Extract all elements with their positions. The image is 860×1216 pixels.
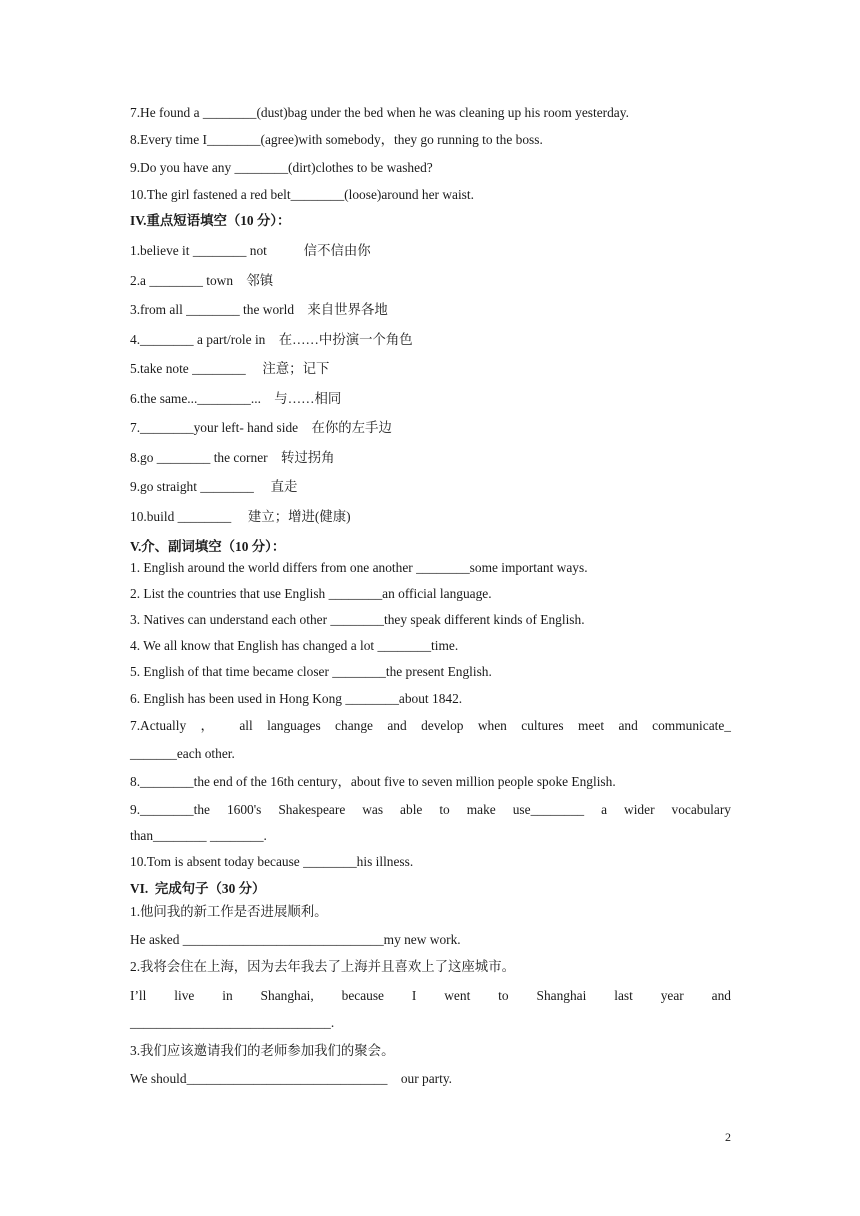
phrase-item: 8.go ________ the corner 转过拐角: [130, 450, 335, 465]
phrase-item: 3.from all ________ the world 来自世界各地: [130, 302, 388, 317]
phrase-item: 2.a ________ town 邻镇: [130, 273, 274, 288]
phrase-item: 7.________your left- hand side 在你的左手边: [130, 420, 392, 435]
preposition-item: 6. English has been used in Hong Kong ________about 1842.: [130, 691, 463, 706]
preposition-item: 4. We all know that English has changed a lot ________time.: [130, 638, 459, 653]
exercise-line: 9.Do you have any ________(dirt)clothes to be washed?: [130, 160, 433, 175]
sentence-chinese: 3.我们应该邀请我们的老师参加我们的聚会。: [130, 1043, 395, 1058]
preposition-item: 2. List the countries that use English ________an official language.: [130, 586, 492, 601]
preposition-item-cont: _______each other.: [130, 746, 235, 761]
sentence-english: I’ll live in Shanghai, because I went to Shanghai last year and: [130, 988, 731, 1003]
section-vi-heading: VI. 完成句子（30 分）: [130, 881, 266, 896]
sentence-english-cont: ______________________________.: [130, 1015, 335, 1030]
sentence-english: We should______________________________ our party.: [130, 1071, 453, 1086]
preposition-item: 9.________the 1600's Shakespeare was able to make use________ a wider vocabulary: [130, 802, 731, 817]
section-iv-heading: IV.重点短语填空（10 分）：: [130, 213, 291, 228]
phrase-item: 6.the same...________... 与……相同: [130, 391, 342, 406]
phrase-item: 9.go straight ________ 直走: [130, 479, 298, 494]
phrase-item: 1.believe it ________ not 信不信由你: [130, 243, 371, 258]
phrase-item: 10.build ________ 建立；增进(健康): [130, 509, 351, 524]
sentence-english: He asked ______________________________my new work.: [130, 932, 461, 947]
section-v-heading: V.介、副词填空（10 分）：: [130, 539, 286, 554]
phrase-item: 4.________ a part/role in 在……中扮演一个角色: [130, 332, 413, 347]
preposition-item: 1. English around the world differs from one another ________some important ways.: [130, 560, 588, 575]
preposition-item: 7.Actually ， all languages change and develop when cultures meet and communicate_: [130, 718, 731, 733]
exercise-line: 7.He found a ________(dust)bag under the bed when he was cleaning up his room yesterday.: [130, 105, 629, 120]
sentence-chinese: 2.我将会住在上海，因为去年我去了上海并且喜欢上了这座城市。: [130, 959, 515, 974]
phrase-item: 5.take note ________ 注意；记下: [130, 361, 330, 376]
preposition-item-cont: than________ ________.: [130, 828, 267, 843]
page-number: 2: [725, 1130, 731, 1144]
preposition-item: 10.Tom is absent today because ________his illness.: [130, 854, 414, 869]
preposition-item: 5. English of that time became closer ________the present English.: [130, 664, 492, 679]
preposition-item: 8.________the end of the 16th century，about five to seven million people spoke English.: [130, 774, 616, 789]
exercise-line: 10.The girl fastened a red belt________(loose)around her waist.: [130, 187, 474, 202]
preposition-item: 3. Natives can understand each other ________they speak different kinds of English.: [130, 612, 585, 627]
sentence-chinese: 1.他问我的新工作是否进展顺利。: [130, 904, 328, 919]
exercise-line: 8.Every time I________(agree)with somebody，they go running to the boss.: [130, 132, 543, 147]
